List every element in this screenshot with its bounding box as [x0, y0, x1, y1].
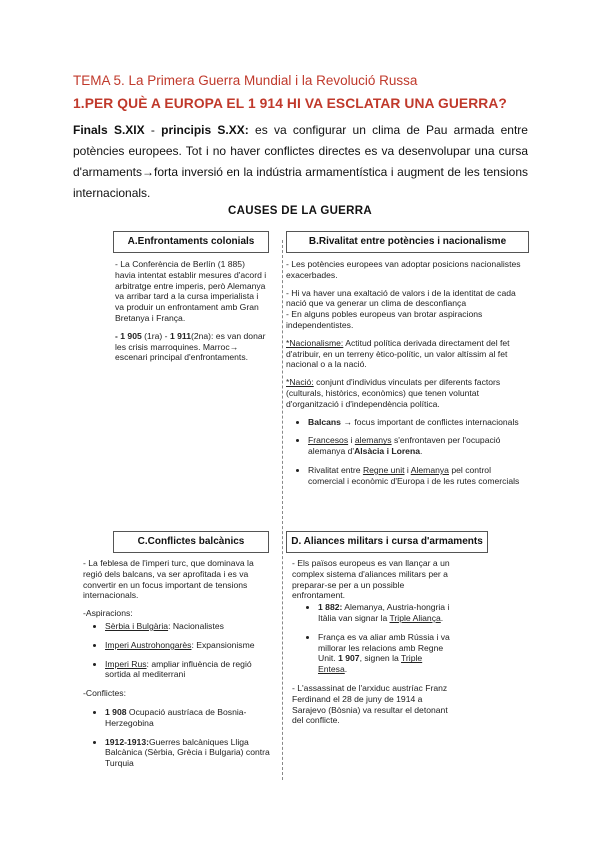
- b2-end: .: [420, 446, 423, 457]
- aliances-list: [292, 602, 452, 675]
- a2-rest: : Expansionisme: [191, 639, 255, 650]
- box-b-p1: - Les potències europees van adoptar posicions nacionalistes exacerbades.: [286, 259, 521, 280]
- regne-unit: Regne unit: [362, 464, 405, 475]
- intro-paragraph: [73, 120, 528, 204]
- box-a-content: [115, 259, 267, 370]
- list-item: [105, 737, 273, 769]
- def-nacio: conjunt d'individus vinculats per diferents factors (culturals, històrics, econòmics) que tenen voluntat d'organització i d'independència política.: [286, 377, 501, 409]
- intro-sep: -: [144, 123, 162, 137]
- year-1911: 1 911: [169, 330, 191, 341]
- aspiracions-label: -Aspiracions:: [83, 608, 133, 619]
- box-a-p2: [115, 331, 267, 363]
- intro-text: es va configurar un clima de Pau armada entre potències europees. Tot i no haver conflictes directes es va desenvolupar una cursa d'armaments→forta inversió en la indústria armamentística i augment de les tensions internacionals.: [73, 123, 528, 200]
- box-b-p2: - Hi va haver una exaltació de valors i de la identitat de cada nació que va generar un clima de desconfiança: [286, 287, 516, 309]
- year-1912-1913: 1912-1913:: [105, 736, 149, 747]
- year-1882: 1 882:: [318, 602, 343, 613]
- list-item: [308, 465, 526, 487]
- list-item: [105, 707, 273, 729]
- conflictes-list: [83, 707, 273, 769]
- p2-d: (2na): es van donar les crisis marroquines. Marroc→ escenari principal d'enfrontaments.: [115, 330, 266, 363]
- doc-title: TEMA 5. La Primera Guerra Mundial i la Revolució Russa: [73, 73, 418, 88]
- box-a-p1: - La Conferència de Berlín (1 885) havia intentat establir mesures d'acord i arbitratge entre imperis, però Alemanya va arribar tard a la cursa imperialista i va produir un enfrontament amb Gran Bretanya i França.: [115, 259, 267, 323]
- box-c-title: C.Conflictes balcànics: [113, 531, 269, 553]
- box-d-p-last: - L'assassinat de l'arxiduc austríac Franz Ferdinand el 28 de juny de 1914 a Sarajevo (Bòsnia) va resultar el detonant del conflicte.: [292, 682, 448, 726]
- b3-a: Rivalitat entre: [308, 464, 363, 475]
- d1-rest: Alemanya, Austria-hongria i Itàlia van signar la: [318, 602, 450, 623]
- c2-rest: Guerres balcàniques Lliga Balcànica (Sèrbia, Grècia i Bulgaria) contra Turquia: [105, 736, 270, 769]
- term-nacio: *Nació:: [286, 377, 314, 388]
- list-item: [105, 621, 273, 632]
- list-item: [308, 435, 526, 457]
- d2-b: , signen la: [359, 653, 401, 664]
- triple-entesa: Triple Entesa: [318, 653, 423, 675]
- triple-alianca: Triple Aliança: [389, 612, 441, 623]
- box-d-content: [292, 558, 452, 733]
- a1-rest: : Nacionalistes: [168, 620, 224, 631]
- term-nacionalisme: *Nacionalisme:: [286, 337, 344, 348]
- box-d-p1: - Els països europeus es van llançar a un complex sistema d'aliances militars per a preparar-se per a un possible enfrontament.: [292, 558, 450, 601]
- intro-lead: Finals S.XIX: [73, 123, 145, 137]
- box-b-nacio: [286, 377, 526, 409]
- box-b-content: [286, 259, 526, 495]
- serbia-bulgaria: Sèrbia i Bulgària: [105, 620, 169, 631]
- p2-b: (1ra) -: [141, 330, 170, 341]
- list-item: [318, 632, 452, 675]
- alemanys: alemanys: [354, 435, 392, 446]
- francesos: Francesos: [308, 435, 349, 446]
- intro-lead-2: principis S.XX:: [161, 123, 249, 137]
- year-1907: 1 907: [338, 653, 360, 664]
- c1-rest: Ocupació austríaca de Bosnia-Herzegobina: [105, 706, 247, 728]
- column-divider: [282, 240, 283, 780]
- b3-rest: pel control comercial i econòmic d'Europa i de les rutes comercials: [308, 464, 520, 486]
- alemanya: Alemanya: [410, 464, 449, 475]
- d2-end: .: [344, 664, 348, 675]
- imperi-rus: Imperi Rus: [105, 658, 147, 669]
- balcans: Balcans: [308, 416, 341, 427]
- year-1908: 1 908: [105, 706, 127, 717]
- imperi-austrohongares: Imperi Austrohongarès: [105, 639, 192, 650]
- year-1905: - 1 905: [115, 330, 142, 341]
- b2-mid: i: [348, 435, 355, 446]
- b1-rest: → focus important de conflictes internacionals: [340, 416, 519, 427]
- def-nacionalisme: Actitud política derivada directament del fet d'atribuir, en un terreny ètico-polític, un valor altíssim al fet nacional o a la nació.: [286, 337, 510, 370]
- aspiracions-list: [83, 621, 273, 680]
- box-c-content: [83, 558, 273, 777]
- box-b-list: [286, 417, 526, 487]
- b3-mid: i: [404, 464, 411, 475]
- list-item: [308, 417, 526, 428]
- d2-a: França es va aliar amb Rússia i va millorar les relacions amb Regne Unit.: [318, 631, 450, 664]
- box-b-nacionalisme: [286, 338, 526, 370]
- b2-rest: s'enfrontaven per l'ocupació alemanya d': [308, 435, 501, 457]
- list-item: [318, 602, 452, 624]
- list-item: [105, 640, 273, 651]
- box-d-title: D. Aliances militars i cursa d'armaments: [286, 531, 488, 553]
- a3-rest: : ampliar influència de regió sortida al mediterrani: [105, 658, 252, 680]
- conflictes-label: -Conflictes:: [83, 688, 126, 699]
- section-title: 1.PER QUÈ A EUROPA EL 1 914 HI VA ESCLATAR UNA GUERRA?: [73, 96, 507, 111]
- causes-heading: CAUSES DE LA GUERRA: [228, 205, 372, 217]
- alsacia-lorena: Alsàcia i Lorena: [354, 446, 420, 457]
- box-a-title: A.Enfrontaments colonials: [113, 231, 269, 253]
- box-c-p1: - La feblesa de l'imperi turc, que dominava la regió dels balcans, va ser aprofitada i es va convertir en un focus important de tensions internacionals.: [83, 558, 254, 601]
- d1-end: .: [440, 612, 444, 623]
- box-b-p3: - En alguns pobles europeus van brotar aspiracions independentistes.: [286, 309, 483, 330]
- box-b-title: B.Rivalitat entre potències i nacionalisme: [286, 231, 529, 253]
- list-item: [105, 659, 273, 681]
